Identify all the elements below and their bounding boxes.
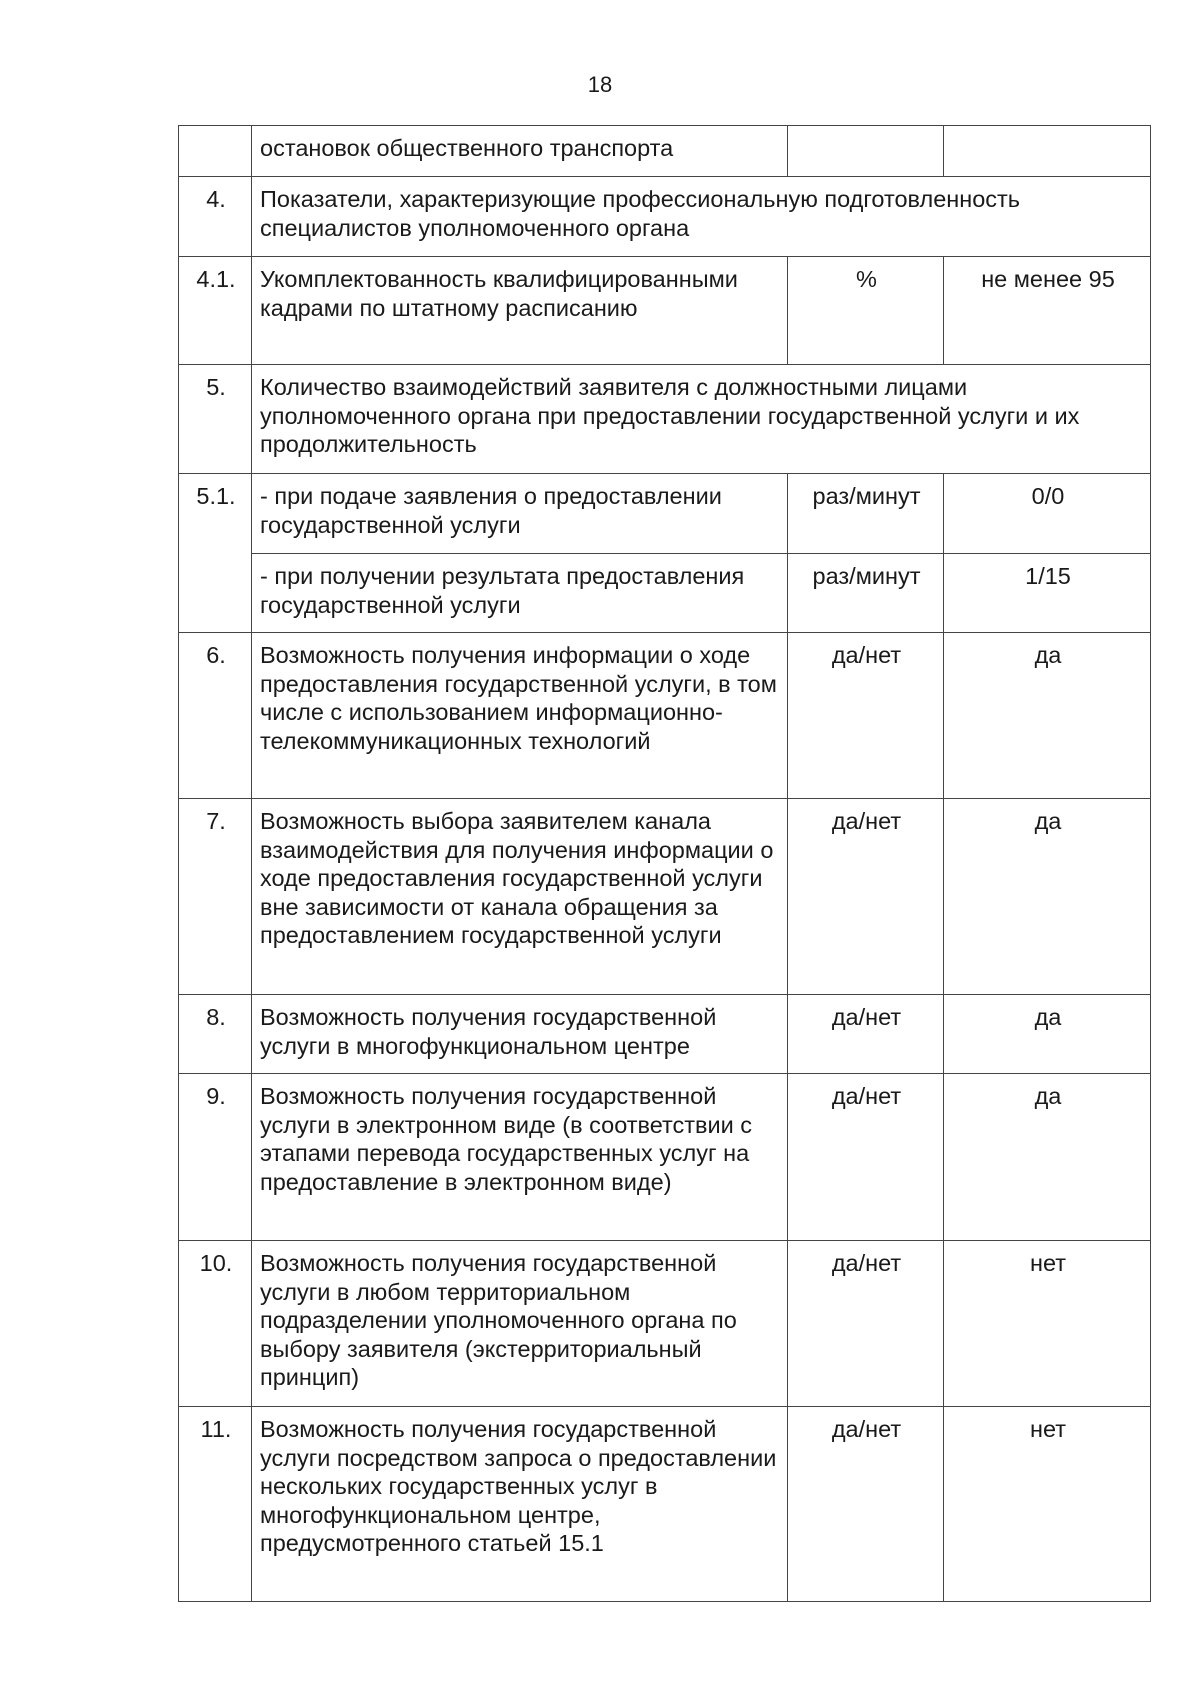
table-row: [179, 554, 1151, 633]
indicators-table: [178, 125, 1151, 1602]
value-cell: 1/15: [944, 554, 1151, 633]
unit-cell: да/нет: [788, 1074, 944, 1241]
row-number: 8.: [179, 995, 252, 1074]
unit-cell: %: [788, 257, 944, 365]
table-row: [179, 177, 1151, 257]
unit-cell: да/нет: [788, 799, 944, 995]
value-cell: да: [944, 1074, 1151, 1241]
unit-cell: да/нет: [788, 1407, 944, 1602]
row-number: 4.: [179, 177, 252, 257]
value-cell: да: [944, 995, 1151, 1074]
row-number: 4.1.: [179, 257, 252, 365]
table-row: [179, 995, 1151, 1074]
indicator-name: Возможность получения государственной услуги в электронном виде (в соответствии с этапами перевода государственных услуг на предоставление в электронном виде): [252, 1074, 788, 1241]
indicator-name: Укомплектованность квалифицированными кадрами по штатному расписанию: [252, 257, 788, 365]
value-cell: не менее 95: [944, 257, 1151, 365]
row-number: 5.: [179, 365, 252, 474]
table-row: [179, 799, 1151, 995]
row-number: 10.: [179, 1241, 252, 1407]
table-row: [179, 633, 1151, 799]
page-number: 18: [587, 72, 613, 97]
indicator-name: Возможность получения государственной услуги в многофункциональном центре: [252, 995, 788, 1074]
value-cell: нет: [944, 1241, 1151, 1407]
table-row: [179, 474, 1151, 554]
row-number: 11.: [179, 1407, 252, 1602]
table-row: [179, 365, 1151, 474]
table-row: [179, 1241, 1151, 1407]
table-row: [179, 257, 1151, 365]
table-row: [179, 126, 1151, 177]
indicator-name: Возможность выбора заявителем канала взаимодействия для получения информации о ходе предоставления государственной услуги вне зависимости от канала обращения за предоставлением государственной услуги: [252, 799, 788, 995]
value-cell: нет: [944, 1407, 1151, 1602]
row-number: [179, 126, 252, 177]
indicator-name: - при подаче заявления о предоставлении государственной услуги: [252, 474, 788, 554]
unit-cell: да/нет: [788, 1241, 944, 1407]
unit-cell: да/нет: [788, 633, 944, 799]
unit-cell: раз/минут: [788, 554, 944, 633]
row-number: 5.1.: [179, 474, 252, 633]
value-cell: да: [944, 799, 1151, 995]
section-heading: Количество взаимодействий заявителя с должностными лицами уполномоченного органа при предоставлении государственной услуги и их продолжительность: [252, 365, 1151, 474]
row-number: 7.: [179, 799, 252, 995]
section-heading: Показатели, характеризующие профессиональную подготовленность специалистов уполномоченного органа: [252, 177, 1151, 257]
table-row: [179, 1074, 1151, 1241]
indicator-name: остановок общественного транспорта: [252, 126, 788, 177]
value-cell: 0/0: [944, 474, 1151, 554]
value-cell: [944, 126, 1151, 177]
indicator-name: Возможность получения государственной услуги в любом территориальном подразделении уполномоченного органа по выбору заявителя (экстерриториальный принцип): [252, 1241, 788, 1407]
indicator-name: Возможность получения государственной услуги посредством запроса о предоставлении нескольких государственных услуг в многофункциональном центре, предусмотренного статьей 15.1: [252, 1407, 788, 1602]
indicator-name: Возможность получения информации о ходе предоставления государственной услуги, в том числе с использованием информационно-телекоммуникационных технологий: [252, 633, 788, 799]
row-number: 9.: [179, 1074, 252, 1241]
value-cell: да: [944, 633, 1151, 799]
unit-cell: раз/минут: [788, 474, 944, 554]
unit-cell: да/нет: [788, 995, 944, 1074]
row-number: 6.: [179, 633, 252, 799]
indicator-name: - при получении результата предоставления государственной услуги: [252, 554, 788, 633]
unit-cell: [788, 126, 944, 177]
table-row: [179, 1407, 1151, 1602]
